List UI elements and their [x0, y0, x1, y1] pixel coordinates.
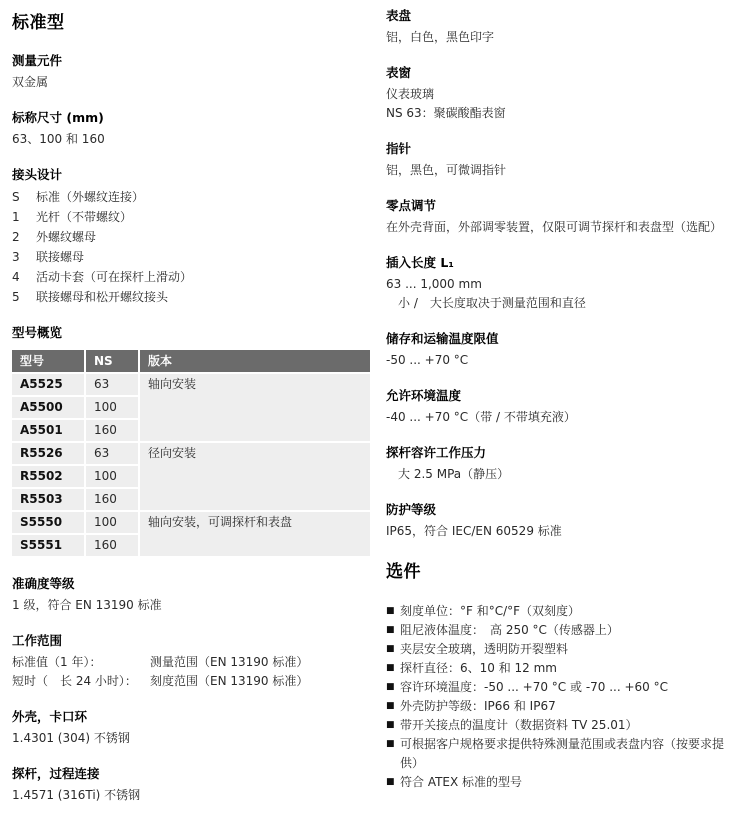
section-body: 63、100 和 160: [12, 132, 105, 146]
section-measuring-element: [12, 51, 370, 92]
table-cell-model: A5525: [12, 374, 84, 395]
options-item-text: 夹层安全玻璃，透明防开裂塑料: [400, 642, 569, 656]
section-body: 铝，黑色，可微调指针: [386, 163, 507, 177]
list-item-text: 标准（外螺纹连接）: [36, 190, 145, 204]
section-heading: 接头设计: [12, 167, 63, 182]
list-item-key: 3: [12, 250, 20, 264]
table-cell-ns: 100: [86, 466, 138, 487]
options-item-text: 阻尼液体温度： 高 250 °C（传感器上）: [400, 623, 619, 637]
section-heading: 允许环境温度: [386, 388, 462, 403]
section-body: 大 2.5 MPa（静压）: [386, 467, 510, 481]
section-heading: 零点调节: [386, 198, 437, 213]
table-cell-ns: 100: [86, 512, 138, 533]
table-cell-model: S5550: [12, 512, 84, 533]
options-list-item: [386, 659, 740, 678]
table-cell-model: R5503: [12, 489, 84, 510]
section-body: 在外壳背面，外部调零装置，仅限可调节探杆和表盘型（选配）: [386, 220, 723, 234]
table-cell-ns: 63: [86, 443, 138, 464]
section-storage-temperature: [386, 329, 740, 370]
table-cell-ns: 160: [86, 535, 138, 556]
section-body: 铝，白色，黑色印字: [386, 30, 495, 44]
section-heading: 工作范围: [12, 633, 63, 648]
options-list-item: [386, 697, 740, 716]
section-heading: 探杆容许工作压力: [386, 445, 487, 460]
working-range-value: 刻度范围（EN 13190 标准）: [150, 674, 309, 688]
working-range-label: 标准值（1 年）：: [12, 655, 102, 669]
list-item-key: 2: [12, 230, 20, 244]
list-item-text: 活动卡套（可在探杆上滑动）: [36, 270, 193, 284]
working-range-label: 短时（ 长 24 小时）：: [12, 674, 137, 688]
options-item-text: 符合 ATEX 标准的型号: [400, 775, 523, 789]
list-item-text: 光杆（不带螺纹）: [36, 210, 133, 224]
section-body: NS 63：聚碳酸酯表窗: [386, 106, 506, 120]
list-item-text: 联接螺母和松开螺纹接头: [36, 290, 169, 304]
table-header-ns: NS: [86, 350, 138, 372]
section-ambient-temperature: [386, 386, 740, 427]
square-bullet-icon: ■: [386, 606, 395, 616]
model-table: [12, 350, 370, 556]
table-cell-ns: 100: [86, 397, 138, 418]
options-list-item: [386, 640, 740, 659]
list-item: [12, 207, 370, 227]
table-title: 型号概览: [12, 325, 63, 340]
table-cell-ns: 160: [86, 489, 138, 510]
section-body: 1 级，符合 EN 13190 标准: [12, 598, 162, 612]
section-window: [386, 63, 740, 123]
options-item-text: 容许环境温度：-50 ... +70 °C 或 -70 ... +60 °C: [400, 680, 669, 694]
section-heading: 指针: [386, 141, 412, 156]
table-cell-model: A5501: [12, 420, 84, 441]
working-range-row: [12, 653, 370, 672]
table-cell-model: S5551: [12, 535, 84, 556]
table-header-version: 版本: [140, 350, 370, 372]
options-item-text: 探杆直径：6、10 和 12 mm: [400, 661, 557, 675]
section-heading: 插入长度 L₁: [386, 255, 454, 270]
section-heading: 表盘: [386, 8, 412, 23]
section-body: -50 ... +70 °C: [386, 353, 469, 367]
square-bullet-icon: ■: [386, 625, 395, 635]
options-list-item: [386, 735, 740, 773]
list-item-key: 5: [12, 290, 20, 304]
square-bullet-icon: ■: [386, 682, 395, 692]
square-bullet-icon: ■: [386, 663, 395, 673]
options-list: [386, 602, 740, 792]
section-body: IP65，符合 IEC/EN 60529 标准: [386, 524, 562, 538]
section-ingress-protection: [386, 500, 740, 541]
section-body: 双金属: [12, 75, 49, 89]
section-nominal-size: [12, 108, 370, 149]
section-insertion-length: [386, 253, 740, 313]
section-body: 小 / 大长度取决于测量范围和直径: [386, 296, 586, 310]
section-zero-adjustment: [386, 196, 740, 237]
table-cell-model: R5526: [12, 443, 84, 464]
section-accuracy-class: [12, 574, 370, 615]
square-bullet-icon: ■: [386, 739, 395, 749]
section-heading: 防护等级: [386, 502, 437, 517]
section-heading: 储存和运输温度限值: [386, 331, 499, 346]
square-bullet-icon: ■: [386, 720, 395, 730]
table-cell-version: 轴向安装，可调探杆和表盘: [140, 512, 370, 556]
section-dial: [386, 6, 740, 47]
section-case-bayonet-ring: [12, 707, 370, 748]
square-bullet-icon: ■: [386, 644, 395, 654]
page-title-standard-version: 标准型: [12, 13, 65, 33]
section-pointer: [386, 139, 740, 180]
square-bullet-icon: ■: [386, 701, 395, 711]
table-cell-ns: 63: [86, 374, 138, 395]
list-item-key: 4: [12, 270, 20, 284]
section-heading: 外壳，卡口环: [12, 709, 88, 724]
square-bullet-icon: ■: [386, 777, 395, 787]
section-body: 63 ... 1,000 mm: [386, 277, 482, 291]
working-range-row: [12, 672, 370, 691]
options-item-text: 刻度单位：°F 和°C/°F（双刻度）: [400, 604, 581, 618]
section-body: 1.4301 (304) 不锈钢: [12, 731, 130, 745]
section-stem-process-connection: [12, 764, 370, 805]
left-column: [12, 6, 370, 821]
section-working-range: [12, 631, 370, 691]
section-heading: 测量元件: [12, 53, 63, 68]
table-cell-model: R5502: [12, 466, 84, 487]
section-body: 仪表玻璃: [386, 87, 435, 101]
list-item-key: 1: [12, 210, 20, 224]
list-item: [12, 267, 370, 287]
options-list-item: [386, 621, 740, 640]
section-heading: 准确度等级: [12, 576, 75, 591]
section-body: -40 ... +70 °C（带 / 不带填充液）: [386, 410, 576, 424]
table-cell-model: A5500: [12, 397, 84, 418]
model-overview: [12, 323, 370, 556]
list-item: [12, 247, 370, 267]
list-item: [12, 227, 370, 247]
options-list-item: [386, 602, 740, 621]
section-body: 1.4571 (316Ti) 不锈钢: [12, 788, 141, 802]
options-item-text: 可根据客户规格要求提供特殊测量范围或表盘内容（按要求提供）: [400, 737, 725, 770]
table-cell-version: 轴向安装: [140, 374, 370, 441]
options-list-item: [386, 716, 740, 735]
section-heading: 标称尺寸 (mm): [12, 110, 104, 125]
page-title-options: 选件: [386, 562, 421, 582]
table-cell-version: 径向安装: [140, 443, 370, 510]
options-list-item: [386, 773, 740, 792]
table-cell-ns: 160: [86, 420, 138, 441]
options-item-text: 外壳防护等级：IP66 和 IP67: [400, 699, 556, 713]
list-item-text: 联接螺母: [36, 250, 85, 264]
options-item-text: 带开关接点的温度计（数据资料 TV 25.01）: [400, 718, 638, 732]
options-list-item: [386, 678, 740, 697]
section-working-pressure: [386, 443, 740, 484]
section-heading: 探杆，过程连接: [12, 766, 100, 781]
section-connection-design: [12, 165, 370, 307]
right-column: [386, 6, 740, 792]
list-item: [12, 287, 370, 307]
list-item-key: S: [12, 190, 20, 204]
section-heading: 表窗: [386, 65, 412, 80]
table-header-model: 型号: [12, 350, 84, 372]
list-item: [12, 187, 370, 207]
working-range-value: 测量范围（EN 13190 标准）: [150, 655, 309, 669]
list-item-text: 外螺纹螺母: [36, 230, 97, 244]
